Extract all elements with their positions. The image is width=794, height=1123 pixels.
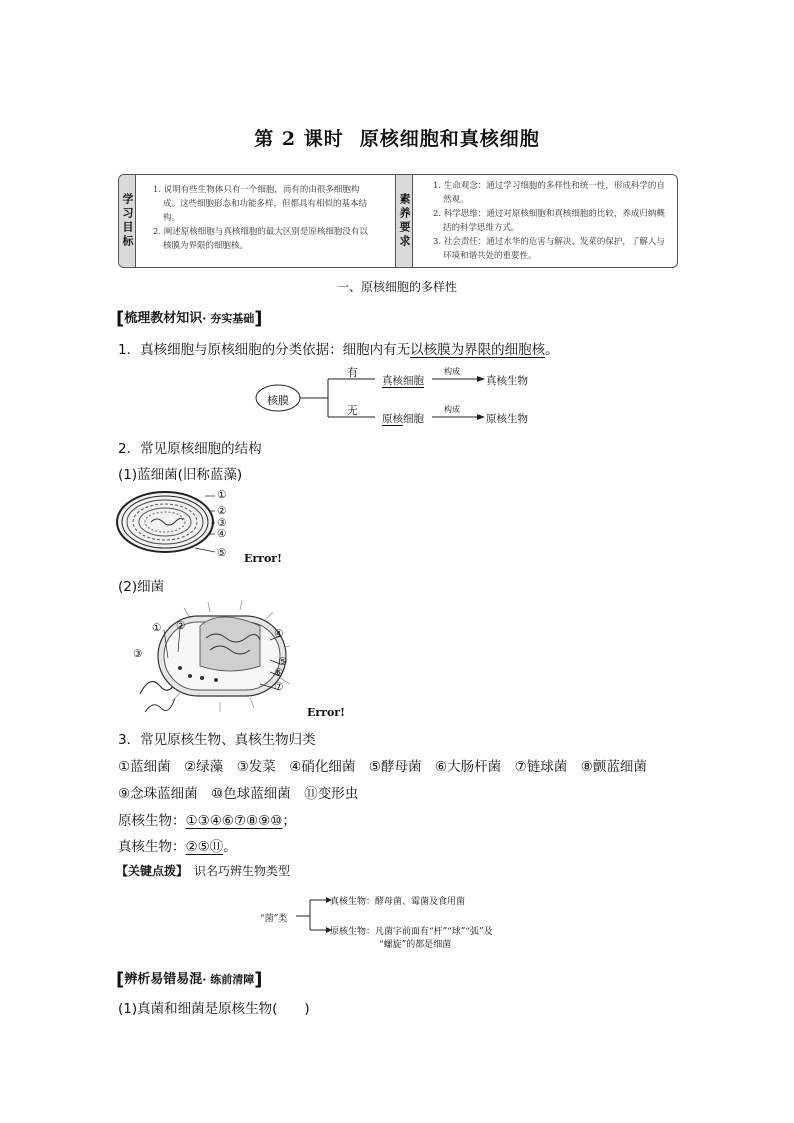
eukaryote-answer-line: 真核生物：②⑤⑪。: [118, 839, 237, 855]
arrow-head: [477, 376, 485, 382]
page-title: 第 2 课时 原核细胞和真核细胞: [254, 128, 540, 150]
prokaryotic-fungus-text: 原核生物：凡菌字前面有“杆”“球”“弧”及: [330, 927, 493, 937]
bacteria-label: (2)细菌: [118, 579, 165, 595]
error-text: Error!: [307, 706, 345, 719]
no-label: 无: [347, 404, 358, 417]
callout-1: ①: [152, 622, 162, 634]
section-band-misconceptions: [辨析易错易混· 练前清障]: [116, 969, 263, 990]
callout-2: ②: [217, 505, 227, 517]
callout-5: ⑤: [278, 656, 288, 668]
callout-1: ①: [217, 489, 227, 501]
prokaryotic-cell-label: 原核细胞: [382, 413, 424, 425]
competency-item: 1. 生命观念：通过学习细胞的多样性和统一性，形成科学的自然观。: [433, 181, 665, 205]
bacteria-illustration: [120, 598, 290, 716]
question-1: (1)真菌和细菌是原核生物( ): [118, 1001, 310, 1017]
error-text: Error!: [244, 552, 282, 565]
callout-3: ③: [217, 517, 227, 529]
prokaryotic-fungus-text-2: “螺旋”的都是细菌: [379, 940, 452, 950]
eukaryotic-fungus-text: 真核生物：酵母菌、霉菌及食用菌: [330, 897, 466, 907]
eukaryote-label: 真核生物: [486, 375, 528, 387]
callout-7: ⑦: [274, 681, 284, 693]
item-2: 2．常见原核细胞的结构: [118, 441, 262, 457]
nucleus-label: 核膜: [267, 394, 289, 407]
branch-lines: [300, 379, 375, 417]
competency-item: 3. 社会责任：通过水华的危害与解决、发菜的保护，了解人与环境和谐共处的重要性。: [433, 237, 665, 261]
callout-3: ③: [133, 648, 143, 660]
section-band-knowledge: [梳理教材知识· 夯实基础]: [116, 308, 263, 329]
competency-tab: 素养要求: [395, 175, 413, 267]
arrow-head: [477, 414, 485, 420]
callout-4: ④: [217, 528, 227, 540]
fungus-category-label: “菌”类: [260, 914, 288, 924]
bottom-arrow-label: 构成: [444, 405, 460, 414]
item-3: 3．常见原核生物、真核生物归类: [118, 732, 316, 748]
top-arrow-label: 构成: [444, 367, 460, 376]
prokaryote-answer-line: 原核生物：①③④⑥⑦⑧⑨⑩；: [118, 813, 296, 829]
section-heading: 一、原核细胞的多样性: [336, 280, 457, 294]
item-1: 1．真核细胞与原核细胞的分类依据：细胞内有无以核膜为界限的细胞核。: [118, 342, 559, 358]
organism-list-line-2: ⑨念珠蓝细菌 ⑩色球蓝细菌 ⑪变形虫: [118, 786, 359, 802]
organism-list-line-1: ①蓝细菌 ②绿藻 ③发菜 ④硝化细菌 ⑤酵母菌 ⑥大肠杆菌 ⑦链球菌 ⑧颤蓝细菌: [118, 759, 647, 775]
callout-6: ⑥: [274, 667, 284, 679]
objectives-box: [118, 174, 678, 268]
cyanobacteria-label: (1)蓝细菌(旧称蓝藻): [118, 467, 243, 483]
learning-goal-item: 2. 阐述原核细胞与真核细胞的最大区别是原核细胞没有以核膜为界限的细胞核。: [153, 227, 368, 251]
learning-goals-list: [153, 183, 375, 253]
competency-item: 2. 科学思维：通过对原核细胞和真核细胞的比较，养成归纳概括的科学思维方式。: [433, 209, 665, 233]
callout-4: ④: [274, 628, 284, 640]
learning-goals-tab: 学习目标: [119, 175, 136, 267]
prokaryote-label: 原核生物: [486, 413, 528, 425]
callout-5: ⑤: [217, 547, 227, 559]
key-point: 【关键点拨】 识名巧辨生物类型: [116, 864, 291, 878]
has-label: 有: [347, 366, 358, 379]
eukaryotic-cell-label: 真核细胞: [382, 375, 424, 387]
competency-list: [433, 179, 665, 263]
callout-2: ②: [176, 620, 186, 632]
learning-goal-item: 1. 说明有些生物体只有一个细胞，而有的由很多细胞构成。这些细胞形态和功能多样，但都具有相似的基本结构。: [153, 185, 368, 223]
